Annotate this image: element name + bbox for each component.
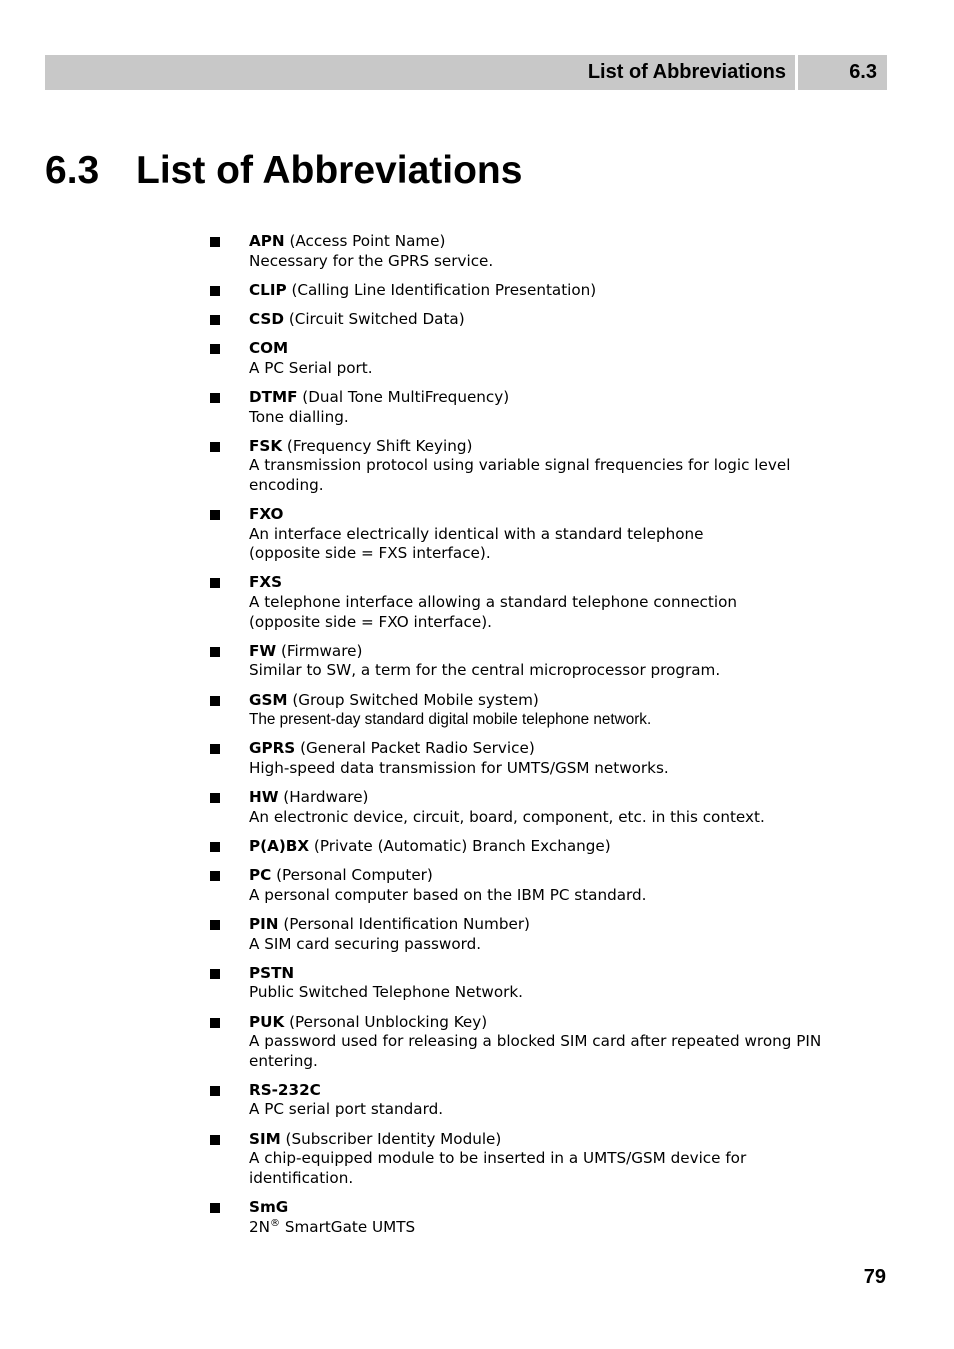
running-header-section: 6.3 [798, 55, 887, 90]
expansion: (Firmware) [280, 641, 363, 660]
square-bullet-icon [210, 1203, 220, 1213]
description [249, 1218, 870, 1238]
description-continued: (opposite side = FXS interface). [249, 544, 491, 563]
abbreviation: FSK [249, 436, 283, 455]
square-bullet-icon [210, 237, 220, 247]
square-bullet-icon [210, 1086, 220, 1096]
list-item [210, 281, 870, 301]
square-bullet-icon [210, 393, 220, 403]
running-header [45, 55, 887, 90]
list-item [210, 310, 870, 330]
page-number: 79 [863, 1266, 886, 1288]
list-item [210, 1198, 870, 1237]
list-item [210, 232, 870, 271]
abbreviation: PIN [249, 914, 279, 933]
abbreviation: HW [249, 788, 279, 807]
page-title [45, 147, 522, 195]
square-bullet-icon [210, 510, 220, 520]
abbreviation-list [210, 232, 870, 1247]
abbreviation: COM [249, 339, 289, 358]
abbreviation: CSD [249, 309, 284, 328]
description-continued: (opposite side = FXO interface). [249, 612, 492, 631]
description: A password used for releasing a blocked SIM card after repeated wrong PIN entering. [249, 1032, 822, 1070]
square-bullet-icon [210, 578, 220, 588]
abbreviation: FXS [249, 573, 283, 592]
list-item [210, 642, 870, 681]
abbreviation: SmG [249, 1198, 289, 1217]
abbreviation: PC [249, 866, 272, 885]
expansion: (Hardware) [283, 788, 369, 807]
list-item [210, 505, 870, 564]
brand-prefix: 2N [249, 1217, 271, 1236]
abbreviation: SIM [249, 1129, 281, 1148]
abbreviation: PSTN [249, 963, 295, 982]
description: A personal computer based on the IBM PC standard. [249, 885, 647, 904]
list-item [210, 915, 870, 954]
description: Similar to SW, a term for the central microprocessor program. [249, 661, 721, 680]
square-bullet-icon [210, 647, 220, 657]
list-item [210, 964, 870, 1003]
description: A transmission protocol using variable signal frequencies for logic level encoding. [249, 456, 791, 494]
description: Public Switched Telephone Network. [249, 983, 523, 1002]
list-item [210, 788, 870, 827]
expansion: (General Packet Radio Service) [300, 739, 535, 758]
description: The present-day standard digital mobile telephone network. [249, 711, 652, 729]
expansion: (Circuit Switched Data) [288, 309, 465, 328]
list-item [210, 388, 870, 427]
section-title: List of Abbreviations [136, 149, 523, 192]
square-bullet-icon [210, 442, 220, 452]
abbreviation: DTMF [249, 387, 298, 406]
description: A PC Serial port. [249, 358, 373, 377]
abbreviation: GSM [249, 690, 288, 709]
list-item [210, 573, 870, 632]
square-bullet-icon [210, 286, 220, 296]
running-header-title: List of Abbreviations [45, 55, 795, 90]
abbreviation: GPRS [249, 739, 296, 758]
expansion: (Dual Tone MultiFrequency) [302, 387, 510, 406]
square-bullet-icon [210, 793, 220, 803]
expansion: (Calling Line Identification Presentation) [291, 280, 597, 299]
list-item [210, 837, 870, 857]
expansion: (Private (Automatic) Branch Exchange) [313, 836, 611, 855]
description: A chip-equipped module to be inserted in a UMTS/GSM device for identification. [249, 1149, 747, 1187]
square-bullet-icon [210, 1018, 220, 1028]
list-item [210, 437, 870, 496]
list-item [210, 691, 870, 730]
brand-name: SmartGate UMTS [280, 1217, 416, 1236]
expansion: (Frequency Shift Keying) [286, 436, 473, 455]
expansion: (Subscriber Identity Module) [285, 1129, 502, 1148]
expansion: (Group Switched Mobile system) [292, 690, 539, 709]
abbreviation: FXO [249, 505, 284, 524]
description: High-speed data transmission for UMTS/GSM networks. [249, 759, 669, 777]
abbreviation: RS-232C [249, 1080, 321, 1099]
square-bullet-icon [210, 344, 220, 354]
list-item [210, 1130, 870, 1189]
list-item [210, 866, 870, 905]
expansion: (Personal Unblocking Key) [289, 1012, 488, 1031]
square-bullet-icon [210, 871, 220, 881]
square-bullet-icon [210, 315, 220, 325]
abbreviation: P(A)BX [249, 836, 310, 855]
abbreviation: CLIP [249, 280, 287, 299]
abbreviation: PUK [249, 1012, 285, 1031]
square-bullet-icon [210, 842, 220, 852]
section-number: 6.3 [45, 149, 100, 192]
description: An interface electrically identical with a standard telephone [249, 524, 704, 543]
list-item [210, 339, 870, 378]
list-item [210, 1013, 870, 1072]
description: A telephone interface allowing a standard telephone connection [249, 593, 737, 612]
abbreviation: APN [249, 232, 285, 250]
square-bullet-icon [210, 920, 220, 930]
square-bullet-icon [210, 744, 220, 754]
description: A SIM card securing password. [249, 934, 482, 953]
description: A PC serial port standard. [249, 1100, 444, 1119]
registered-mark: ® [270, 1217, 281, 1229]
square-bullet-icon [210, 1135, 220, 1145]
description: An electronic device, circuit, board, component, etc. in this context. [249, 807, 765, 826]
square-bullet-icon [210, 969, 220, 979]
list-item [210, 739, 870, 778]
list-item [210, 1081, 870, 1120]
description: Tone dialling. [249, 407, 349, 426]
square-bullet-icon [210, 696, 220, 706]
abbreviation: FW [249, 641, 277, 660]
expansion: (Access Point Name) [289, 232, 446, 250]
expansion: (Personal Identification Number) [283, 914, 530, 933]
description: Necessary for the GPRS service. [249, 251, 494, 270]
expansion: (Personal Computer) [276, 866, 433, 885]
